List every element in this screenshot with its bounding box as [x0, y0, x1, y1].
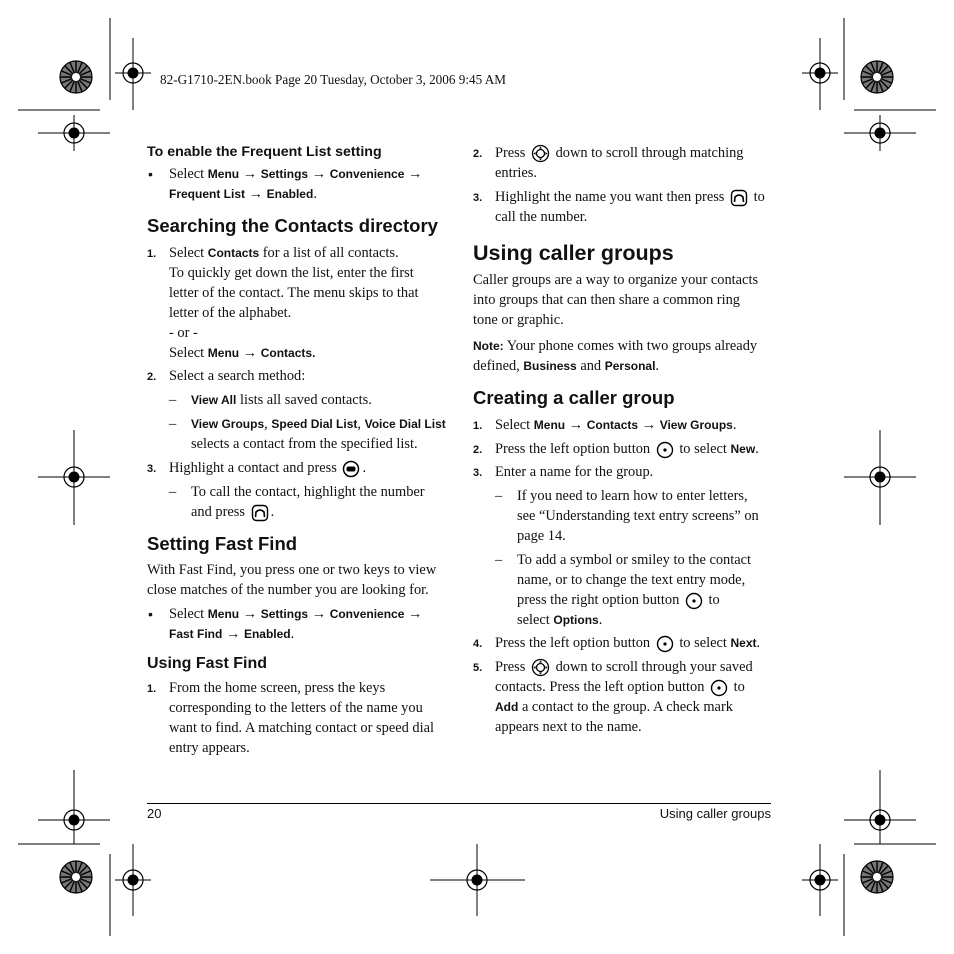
bullet: •	[148, 166, 153, 182]
navigation-key-icon	[531, 658, 550, 677]
left-option-button-icon	[710, 679, 728, 697]
view-all-item: View All lists all saved contacts.	[191, 392, 372, 408]
page-number: 20	[147, 806, 162, 821]
creating-step-1: Select Menu → Contacts → View Groups.	[495, 417, 737, 433]
searching-heading: Searching the Contacts directory	[147, 215, 438, 236]
searching-step-3: Highlight a contact and press .	[169, 460, 367, 476]
dash: –	[495, 488, 503, 504]
left-option-button-icon	[656, 441, 674, 459]
footer-rule	[147, 803, 771, 804]
book-header: 82-G1710-2EN.book Page 20 Tuesday, October 3, 2006 9:45 AM	[160, 72, 507, 87]
ok-key-icon	[342, 460, 360, 478]
dash: –	[169, 484, 177, 500]
step-number: 3.	[473, 192, 483, 204]
step-number: 2.	[473, 444, 483, 456]
footer-section-title: Using caller groups	[659, 806, 771, 821]
send-key-icon	[251, 504, 269, 522]
searching-step-1: Select Contacts for a list of all contacts. To quickly get down the list, enter the first letter of the contact. The menu skips to that letter of the alphabet. - or - Select Menu → Contacts.	[169, 245, 419, 361]
fast-find-intro: With Fast Find, you press one or two keys to view close matches of the number you are looking for.	[147, 562, 437, 598]
step-number: 3.	[473, 467, 483, 479]
step-number: 4.	[473, 638, 483, 650]
step-number: 2.	[147, 371, 157, 383]
dash: –	[169, 392, 177, 408]
creating-step-3-sub-2: To add a symbol or smiley to the contact name, or to change the text entry mode, press the right option button to select Options.	[517, 552, 751, 628]
left-option-button-icon	[656, 635, 674, 653]
view-groups-item: View Groups, Speed Dial List, Voice Dial List selects a contact from the specified list.	[191, 416, 446, 452]
creating-group-heading: Creating a caller group	[473, 387, 675, 408]
highlight-call-step: Highlight the name you want then press to call the number.	[495, 189, 765, 225]
caller-groups-note: Note: Your phone comes with two groups already defined, Business and Personal.	[473, 338, 758, 374]
step-number: 2.	[473, 148, 483, 160]
fast-find-step-line2: Fast Find → Enabled.	[169, 626, 295, 642]
navigation-key-icon	[531, 144, 550, 163]
bullet: •	[148, 606, 153, 622]
step-number: 3.	[147, 463, 157, 475]
creating-step-5: Press down to scroll through your saved contacts. Press the left option button to Add a contact to the group. A check mark appears next to the name.	[495, 659, 753, 736]
scroll-step: Press down to scroll through matching entries.	[495, 145, 744, 182]
dash: –	[495, 552, 503, 568]
fast-find-step-line1: Select Menu → Settings → Convenience →	[169, 606, 423, 622]
send-key-icon	[730, 189, 748, 207]
using-fast-find-heading: Using Fast Find	[147, 655, 267, 672]
creating-step-3-sub-1: If you need to learn how to enter letters, see “Understanding text entry screens” on page 14.	[517, 488, 759, 544]
right-option-button-icon	[685, 592, 703, 610]
fast-find-heading: Setting Fast Find	[147, 533, 298, 554]
caller-groups-intro: Caller groups are a way to organize your contacts into groups that can then share a common ring tone or graphic.	[473, 272, 759, 328]
creating-step-2: Press the left option button to select New.	[495, 441, 759, 457]
dash: –	[169, 416, 177, 432]
step-number: 5.	[473, 662, 483, 674]
creating-step-3: Enter a name for the group.	[495, 464, 654, 480]
frequent-list-step-line2: Frequent List → Enabled.	[169, 186, 317, 202]
searching-step-2: Select a search method:	[169, 368, 306, 384]
frequent-list-heading: To enable the Frequent List setting	[147, 144, 382, 160]
using-fast-find-step: From the home screen, press the keys corresponding to the letters of the name you want to find. A matching contact or speed dial entry appears.	[169, 680, 434, 756]
step-number: 1.	[473, 420, 483, 432]
creating-step-4: Press the left option button to select Next.	[495, 635, 761, 651]
searching-step-3-sub: To call the contact, highlight the number and press .	[191, 484, 425, 520]
step-number: 1.	[147, 248, 157, 260]
step-number: 1.	[147, 683, 157, 695]
caller-groups-heading: Using caller groups	[473, 241, 674, 265]
frequent-list-step-line1: Select Menu → Settings → Convenience →	[169, 166, 423, 182]
